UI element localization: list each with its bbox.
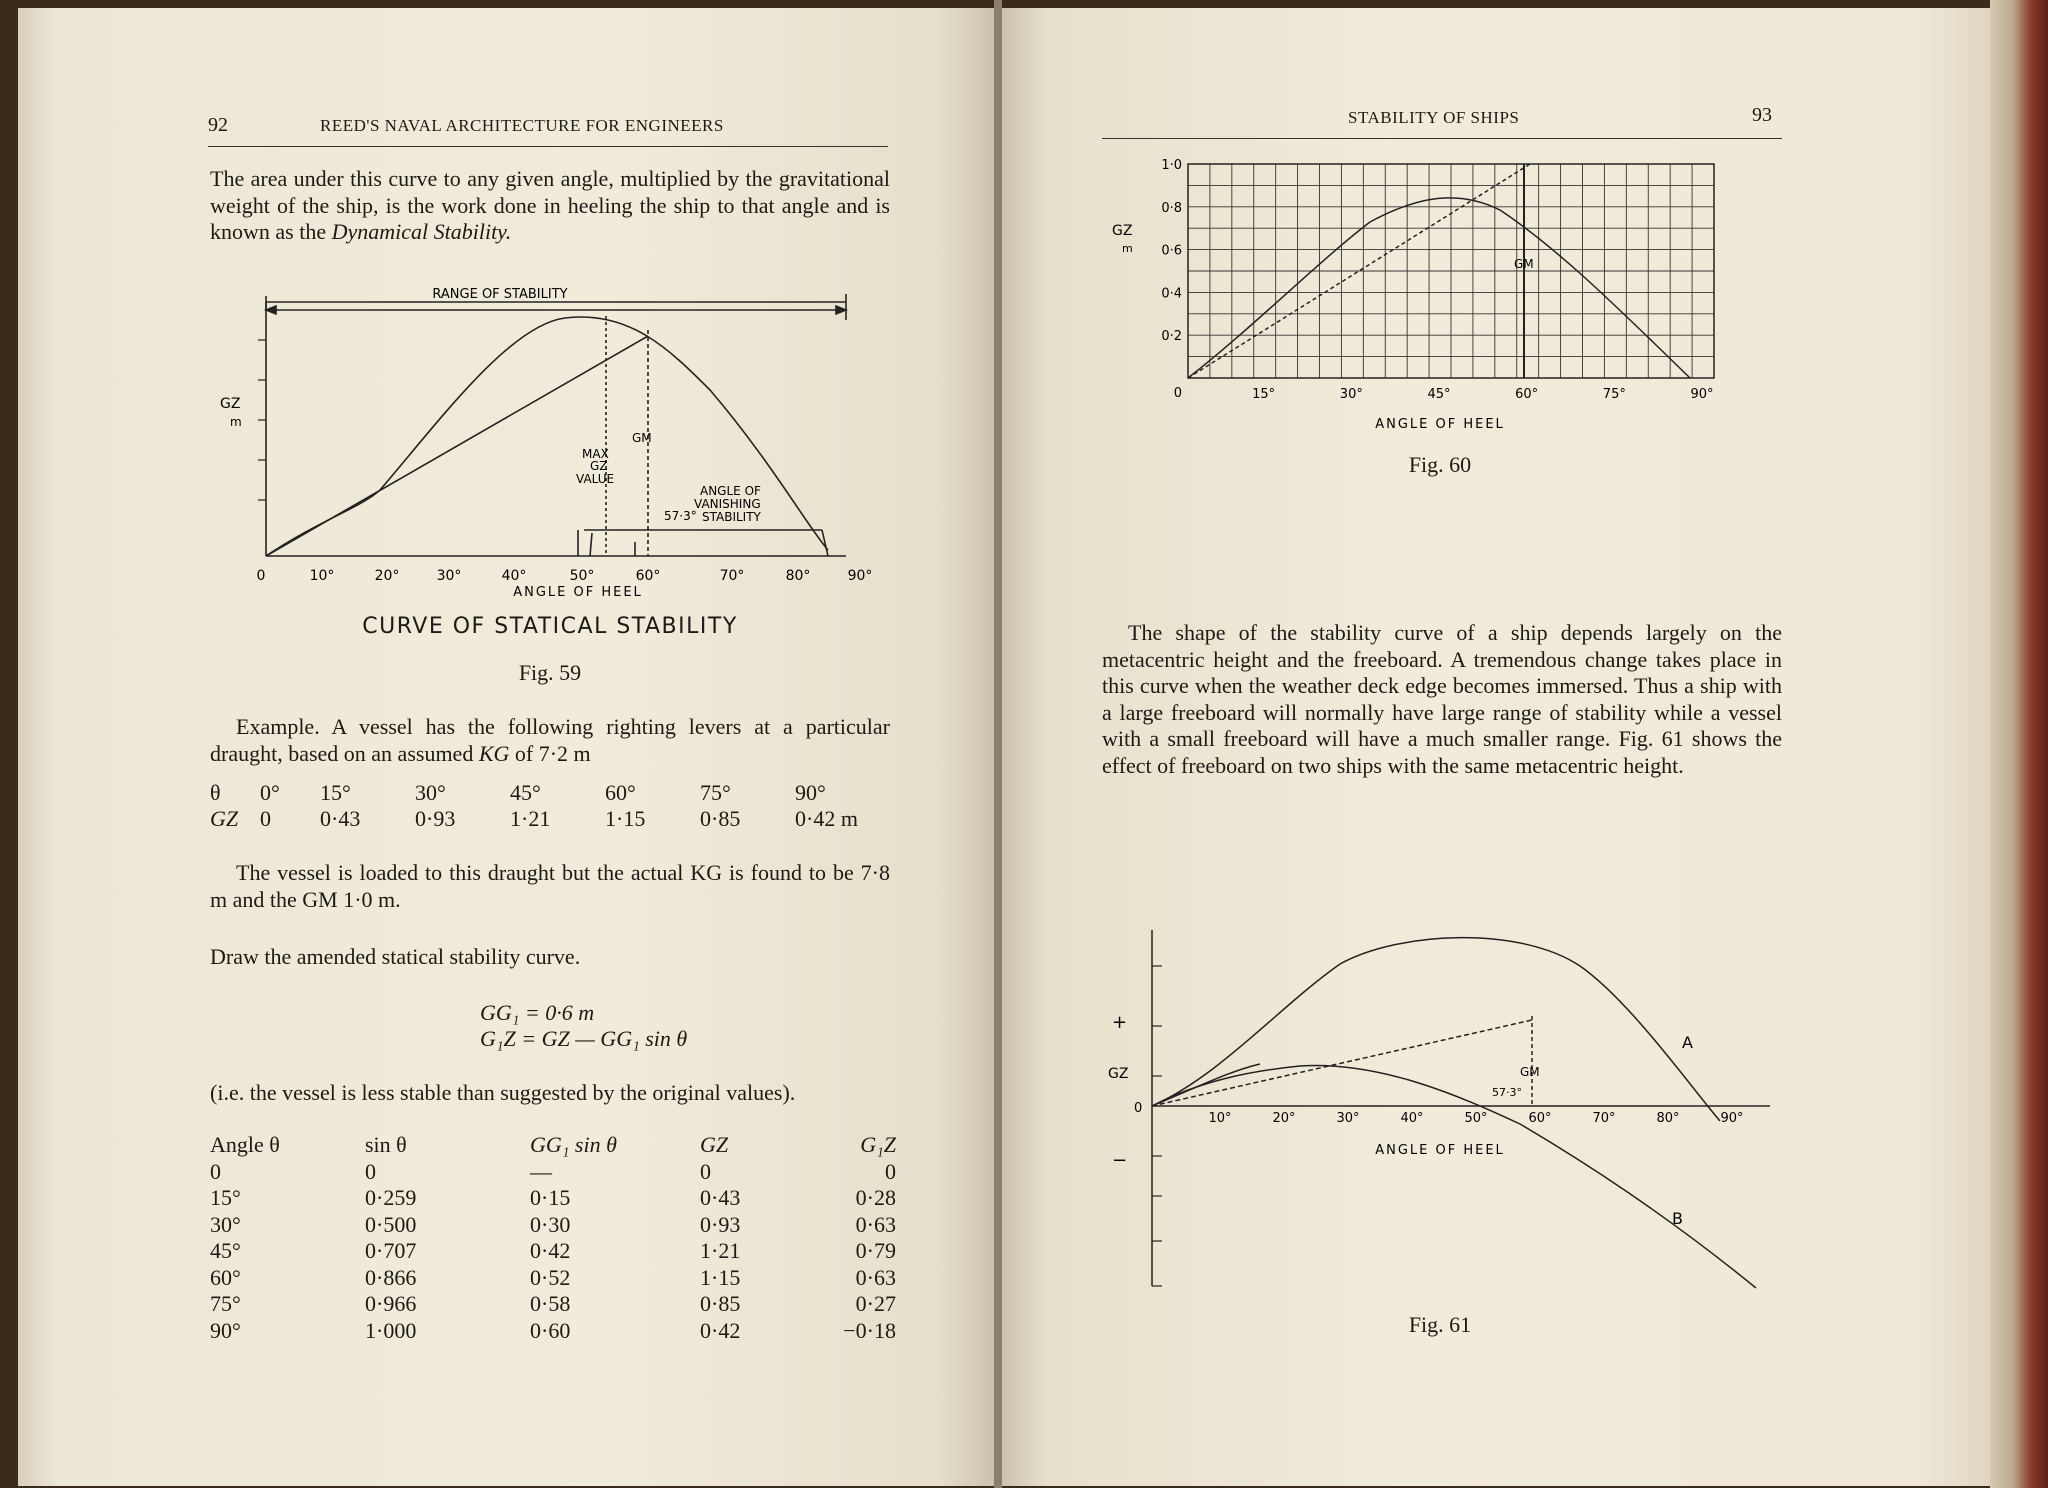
lever-cell: 15° <box>320 780 351 805</box>
calc-body <box>210 1159 896 1345</box>
intro-emphasis: Dynamical Stability. <box>331 219 512 244</box>
lever-cell: GZ <box>210 806 239 831</box>
intro-text: The area under this curve to any given angle, multiplied by the gravitational weight of the ship, is the work done in heeling the ship to that angle and is known as the <box>210 166 890 244</box>
fig59-xtick: 90° <box>847 568 873 584</box>
fig59-max-label-3: VALUE <box>576 472 615 486</box>
lever-cell: 90° <box>795 780 826 805</box>
fig60-caption: Fig. 60 <box>1408 452 1472 477</box>
fig60-xtick: 90° <box>1690 387 1714 402</box>
calc-cell: — <box>530 1158 552 1184</box>
fig61-xtick: 50° <box>1464 1111 1488 1126</box>
example-text: Example. A vessel has the following righting levers at a particular draught, based on an assumed <box>210 714 890 766</box>
calc-cell: 0·63 <box>855 1211 896 1237</box>
lever-cell: 0 <box>260 806 271 831</box>
fig61-xtick: 90° <box>1720 1111 1744 1126</box>
fig60-xtick: 15° <box>1252 387 1276 402</box>
fig59-vanish-label-1: ANGLE OF <box>700 484 761 498</box>
fig61-xtick: 10° <box>1208 1111 1232 1126</box>
calc-row <box>210 1318 896 1345</box>
book-spine <box>994 0 1002 1488</box>
fig61-xtick: 40° <box>1400 1111 1424 1126</box>
fig59-xtick: 70° <box>719 568 745 584</box>
fig59-xtick: 10° <box>309 568 335 584</box>
fig59-range-label: RANGE OF STABILITY <box>432 287 568 302</box>
equation-2: G₁Z = GZ — GG₁ sin θ <box>480 1026 688 1051</box>
fig59-vanish-label-3: STABILITY <box>702 510 761 524</box>
fig61-caption: Fig. 61 <box>1408 1312 1472 1337</box>
calc-row <box>210 1291 896 1318</box>
fig61-x-axis-label: ANGLE OF HEEL <box>1375 1143 1505 1158</box>
calc-cell: 90° <box>210 1317 241 1343</box>
fig59-tangent-line <box>266 336 648 556</box>
calc-header: GG₁ sin θ <box>530 1132 617 1157</box>
calc-cell: 0·259 <box>365 1185 417 1210</box>
fig61-xtick: 70° <box>1592 1111 1616 1126</box>
right-body-paragraph: The shape of the stability curve of a ship depends largely on the metacentric height and the freeboard. A tremendous change takes place in this curve when the weather deck edge becomes immersed. Thus a ship with a large freeboard will normally have large range of stability while a vessel with a small freeboard will have a much smaller range. Fig. 61 shows the effect of freeboard on two ships with the same metacentric height. <box>1102 620 1782 778</box>
fig61-rad-label: 57·3° <box>1492 1086 1522 1099</box>
calc-cell: 0 <box>210 1158 221 1184</box>
fig61-curve-a-label: A <box>1682 1033 1693 1052</box>
fig61-curve-a <box>1152 938 1720 1121</box>
fig59-xtick: 80° <box>785 568 811 584</box>
calc-cell: 0·63 <box>855 1264 896 1290</box>
fig60-ytick: 0·6 <box>1161 243 1182 259</box>
fig61-minus: − <box>1112 1150 1128 1171</box>
calc-cell: 0·966 <box>365 1291 417 1316</box>
calc-cell: 0·58 <box>530 1291 571 1316</box>
calc-cell: 0·85 <box>700 1291 741 1316</box>
calc-cell: 75° <box>210 1291 241 1316</box>
fig60-gz-curve <box>1188 198 1690 378</box>
fig59-xtick: 0 <box>256 568 266 584</box>
calc-header-row <box>210 1132 896 1159</box>
calc-row <box>210 1185 896 1212</box>
calc-cell: 0·42 <box>530 1238 571 1263</box>
fig59-xtick: 20° <box>374 568 400 584</box>
calc-cell: 1·15 <box>700 1264 741 1290</box>
fig61-plus: + <box>1112 1012 1128 1033</box>
fig61-curve-b <box>1152 1066 1756 1288</box>
fig61-xtick: 80° <box>1656 1111 1680 1126</box>
calc-row <box>210 1212 896 1239</box>
draw-paragraph: Draw the amended statical stability curve. <box>210 944 581 969</box>
note-paragraph: (i.e. the vessel is less stable than suggested by the original values). <box>210 1080 796 1105</box>
fig60-chart <box>1100 150 1740 440</box>
calc-header: G₁Z <box>860 1132 896 1157</box>
calc-header: Angle θ <box>210 1132 280 1157</box>
fig60-ytick: 0·8 <box>1161 200 1182 216</box>
fig60-xtick: 60° <box>1515 387 1539 402</box>
fig61-xtick: 30° <box>1336 1111 1360 1126</box>
fig59-gm-label: GM <box>632 431 652 445</box>
fig59-y-unit: m <box>230 415 242 429</box>
fig61-zero: 0 <box>1134 1101 1143 1116</box>
calc-row <box>210 1159 896 1186</box>
fig60-ytick: 1·0 <box>1161 158 1182 173</box>
calc-cell: 30° <box>210 1211 241 1237</box>
right-page-number: 93 <box>1752 104 1772 126</box>
right-head-rule <box>1102 138 1782 139</box>
fig59-curve-of-statical-stability <box>210 280 890 610</box>
fig59-xtick: 60° <box>635 568 661 584</box>
fig61-chart <box>1100 926 1780 1306</box>
calc-cell: 0 <box>365 1158 376 1184</box>
lever-gz-row <box>210 806 896 832</box>
fig60-ytick: 0 <box>1173 386 1182 401</box>
calc-cell: 0·42 <box>700 1317 741 1343</box>
calc-cell: 0 <box>885 1158 896 1184</box>
fig59-caption: Fig. 59 <box>518 660 582 685</box>
loaded-paragraph: The vessel is loaded to this draught but the actual KG is found to be 7·8 m and the GM 1·0 m. <box>210 860 890 912</box>
lever-theta-row <box>210 780 896 806</box>
lever-cell: 45° <box>510 780 541 805</box>
fig59-max-label-1: MAX <box>582 447 609 461</box>
calc-cell: 1·21 <box>700 1238 741 1263</box>
fig61-xtick: 60° <box>1528 1111 1552 1126</box>
fig60-xtick: 30° <box>1339 387 1363 402</box>
calc-cell: 0·866 <box>365 1264 417 1290</box>
calc-cell: 0·15 <box>530 1185 571 1210</box>
calc-cell: 0·93 <box>700 1211 741 1237</box>
fig60-ytick: 0·2 <box>1161 329 1182 345</box>
fig59-rad-label: 57·3° <box>664 509 697 523</box>
calc-header: sin θ <box>365 1132 407 1157</box>
fig61-tangent <box>1152 1020 1532 1106</box>
calc-cell: 1·000 <box>365 1317 417 1343</box>
fig61-xtick: 20° <box>1272 1111 1296 1126</box>
fig59-max-label-2: GZ <box>590 459 608 473</box>
calc-cell: 0·27 <box>855 1291 896 1316</box>
fig60-xtick: 75° <box>1602 387 1626 402</box>
fig59-xtick: 40° <box>501 568 527 584</box>
lever-cell: θ <box>210 780 221 805</box>
fig59-x-axis-label: ANGLE OF HEEL <box>513 585 643 600</box>
book-edge <box>1990 0 2048 1488</box>
fig60-y-label: GZ <box>1112 223 1133 239</box>
calc-cell: 0·79 <box>855 1238 896 1263</box>
left-running-head: REED'S NAVAL ARCHITECTURE FOR ENGINEERS <box>320 116 724 135</box>
fig59-y-label: GZ <box>220 396 241 412</box>
fig61-curve-b-label: B <box>1672 1209 1683 1228</box>
fig59-vanish-label-2: VANISHING <box>694 497 761 511</box>
fig60-y-unit: m <box>1122 242 1133 255</box>
left-intro-paragraph <box>210 166 890 246</box>
example-tail: of 7·2 m <box>509 740 591 766</box>
calc-row <box>210 1265 896 1292</box>
fig61-y-label: GZ <box>1108 1066 1129 1082</box>
calc-cell: 0·30 <box>530 1211 571 1237</box>
fig60-gm-label: GM <box>1514 257 1534 271</box>
fig61-gm-label: GM <box>1520 1065 1540 1079</box>
left-head-rule <box>208 146 888 147</box>
calc-table <box>210 1132 896 1344</box>
lever-cell: 0·42 m <box>795 806 858 831</box>
fig60-xtick: 45° <box>1427 387 1451 402</box>
example-kg: KG <box>478 740 510 766</box>
right-running-head: STABILITY OF SHIPS <box>1348 108 1520 127</box>
fig60-ytick: 0·4 <box>1161 286 1182 302</box>
lever-cell: 1·21 <box>510 806 551 831</box>
lever-cell: 0·93 <box>415 806 456 831</box>
calc-header: GZ <box>700 1132 729 1157</box>
calc-cell: 60° <box>210 1264 241 1290</box>
fig59-xtick: 30° <box>436 568 462 584</box>
fig60-x-axis-label: ANGLE OF HEEL <box>1375 417 1505 432</box>
lever-cell: 30° <box>415 780 446 805</box>
calc-row <box>210 1238 896 1265</box>
lever-cell: 1·15 <box>605 806 646 831</box>
calc-cell: 0·707 <box>365 1238 417 1263</box>
fig59-title: CURVE OF STATICAL STABILITY <box>362 614 738 639</box>
lever-table <box>210 780 896 832</box>
left-page-number: 92 <box>208 114 228 136</box>
lever-cell: 60° <box>605 780 636 805</box>
calc-cell: 0·60 <box>530 1317 571 1343</box>
lever-cell: 0° <box>260 780 280 805</box>
calc-cell: 0·43 <box>700 1185 741 1210</box>
example-paragraph <box>210 714 890 767</box>
fig59-xtick: 50° <box>569 568 595 584</box>
lever-cell: 75° <box>700 780 731 805</box>
calc-cell: −0·18 <box>843 1317 896 1343</box>
calc-cell: 0 <box>700 1158 711 1184</box>
calc-cell: 45° <box>210 1238 241 1263</box>
lever-cell: 0·85 <box>700 806 741 831</box>
lever-cell: 0·43 <box>320 806 361 831</box>
calc-cell: 15° <box>210 1185 241 1210</box>
calc-cell: 0·28 <box>855 1185 896 1210</box>
calc-cell: 0·500 <box>365 1211 417 1237</box>
calc-cell: 0·52 <box>530 1264 571 1290</box>
equation-1: GG₁ = 0·6 m <box>480 1000 595 1025</box>
